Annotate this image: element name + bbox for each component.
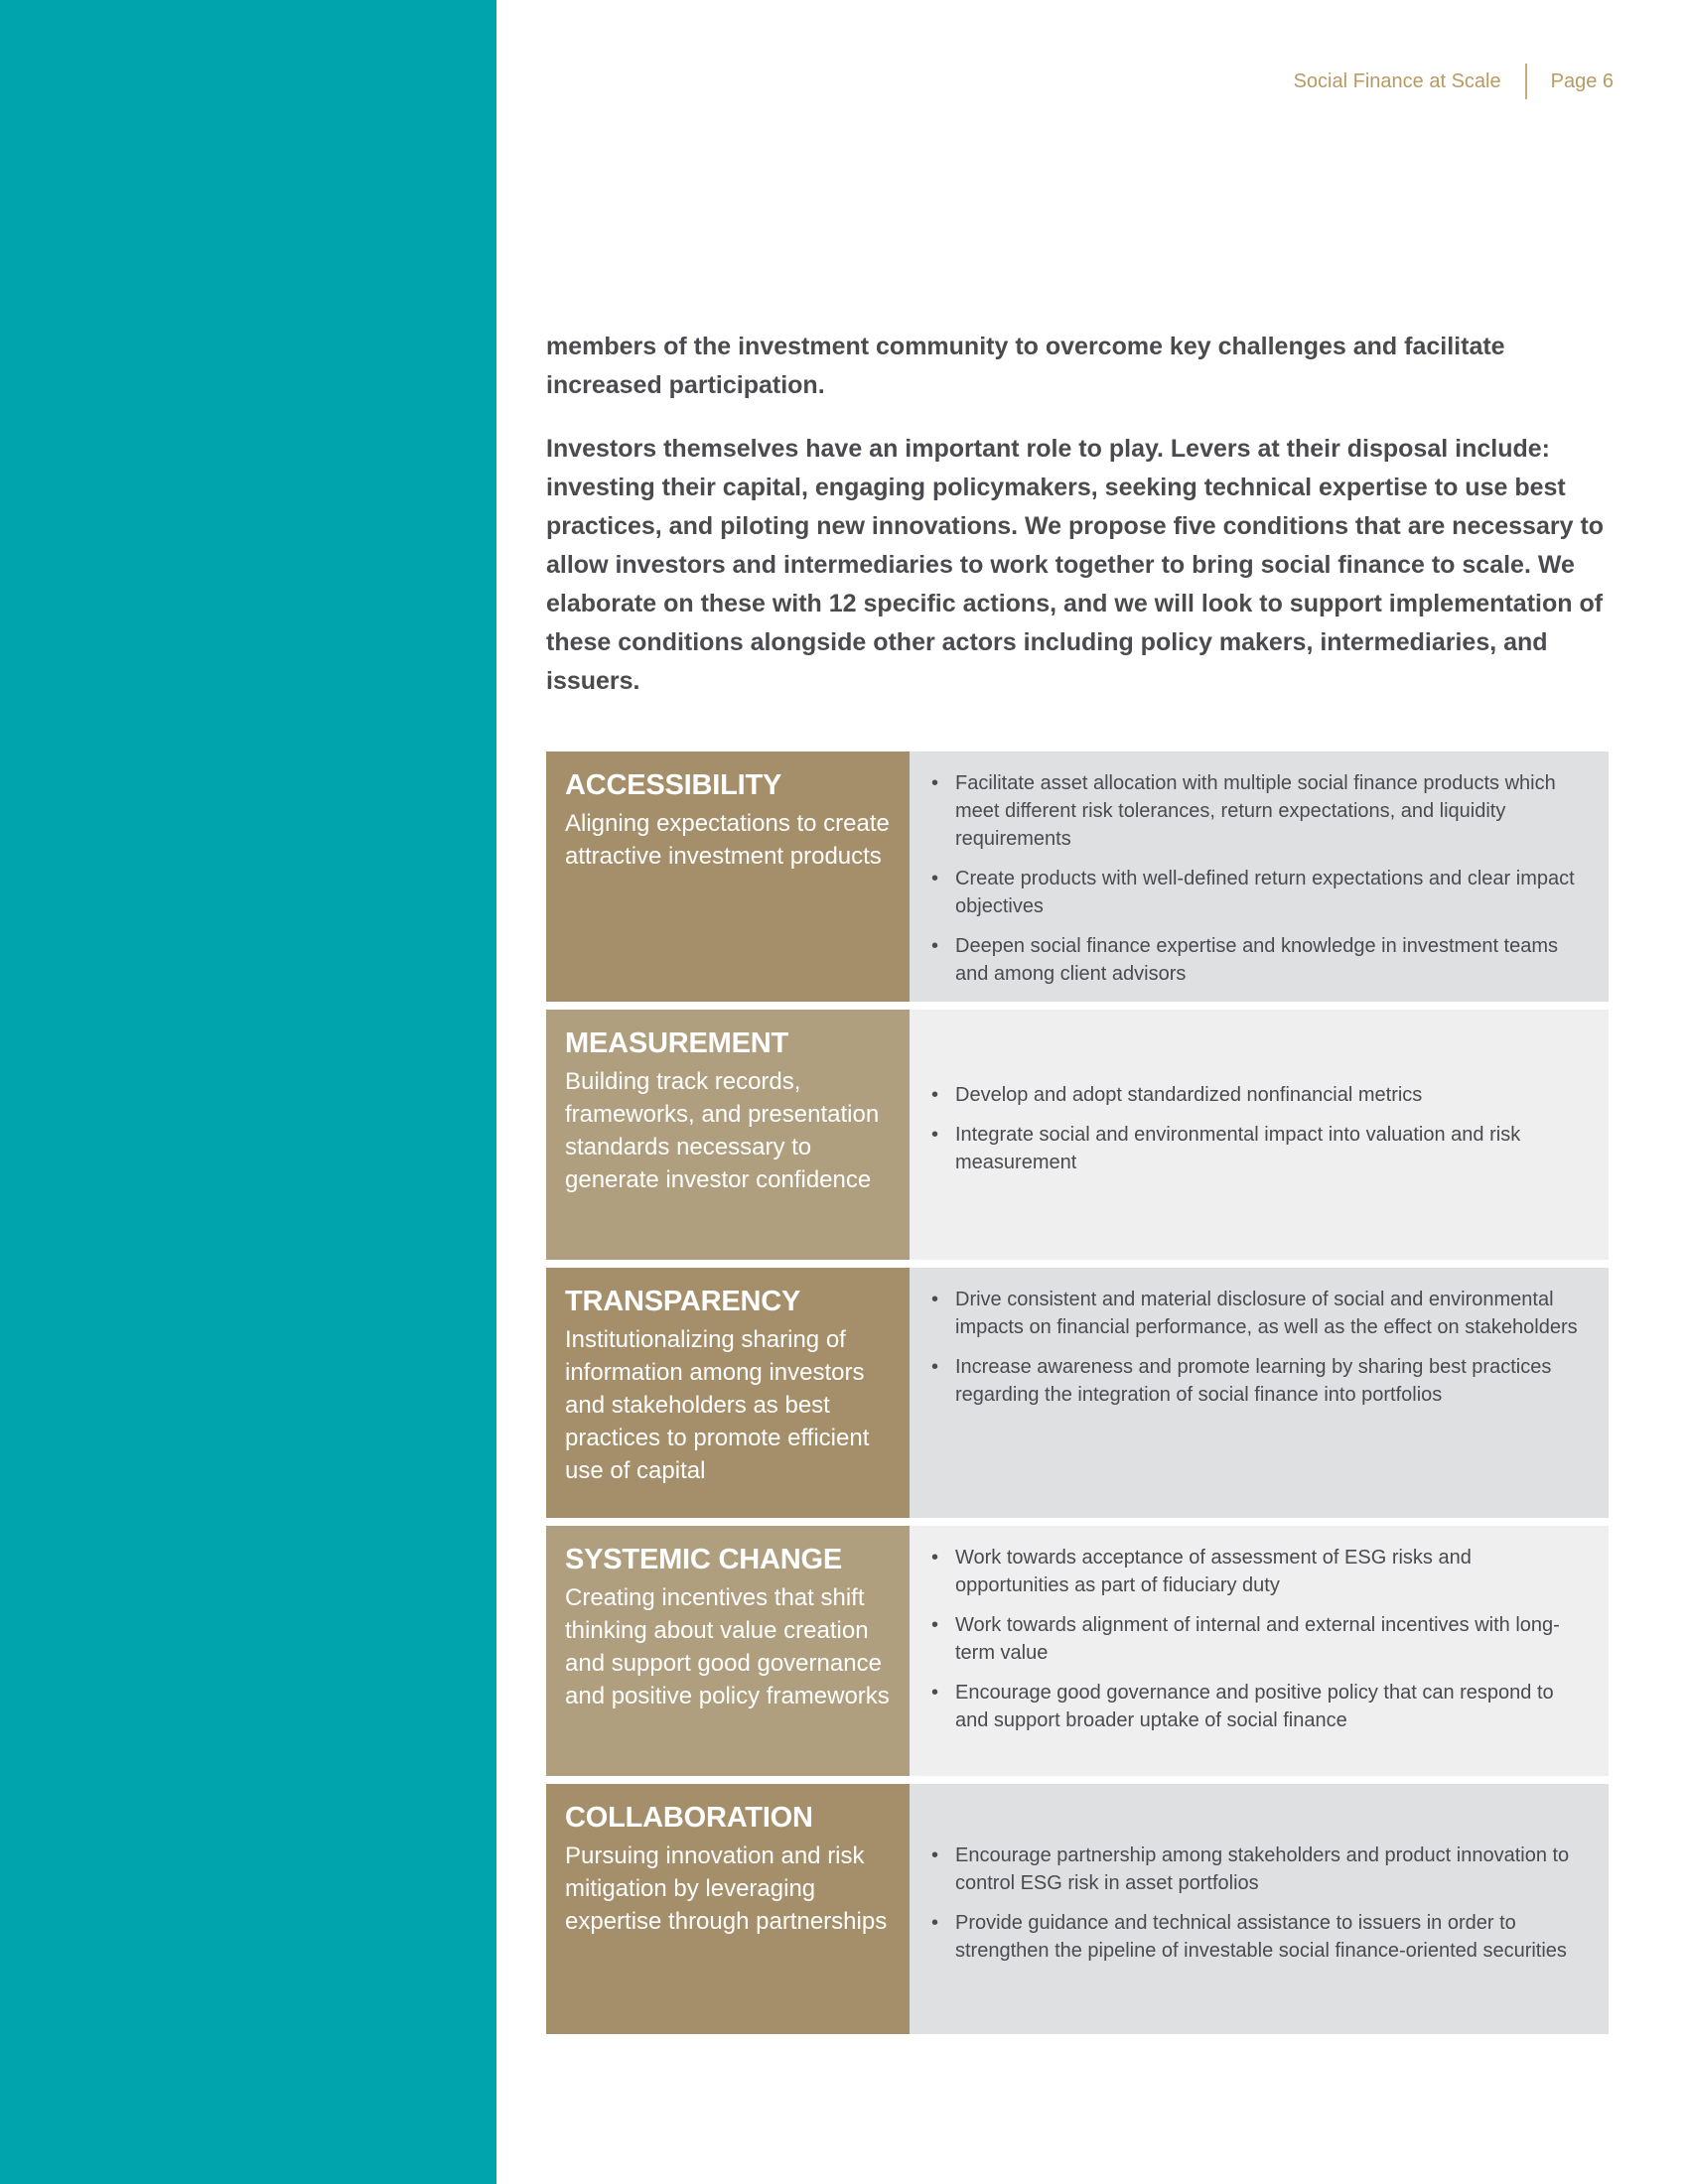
page-header [1294,64,1614,99]
action-item: • Encourage partnership among stakeholders and product innovation to control ESG risk in asset portfolios [931,1844,1570,1894]
condition-description: Aligning expectations to create attractive investment products [565,810,890,870]
condition-description: Building track records, frameworks, and presentation standards necessary to generate investor confidence [565,1068,880,1193]
condition-title: MEASUREMENT [565,1027,788,1059]
condition-row-transparency [546,1268,1609,1518]
teal-sidebar [0,0,496,2184]
condition-title: ACCESSIBILITY [565,769,782,801]
conditions-table [546,751,1609,2042]
condition-description: Institutionalizing sharing of information among investors and stakeholders as best practices to promote efficient use of capital [565,1326,870,1484]
action-item: • Integrate social and environmental impact into valuation and risk measurement [931,1124,1521,1173]
paragraph: members of the investment community to overcome key challenges and facilitate increased participation. [546,333,1505,399]
action-item: • Facilitate asset allocation with multiple social finance products which meet different risk tolerances, return expectations, and liquidity requirements [931,772,1556,850]
condition-row-collaboration [546,1784,1609,2034]
action-item: • Drive consistent and material disclosure of social and environmental impacts on financial performance, as well as the effect on stakeholders [931,1289,1578,1338]
action-item: • Work towards alignment of internal and external incentives with long-term value [931,1614,1560,1664]
action-item: • Develop and adopt standardized nonfinancial metrics [931,1084,1423,1106]
action-item: • Work towards acceptance of assessment of ESG risks and opportunities as part of fiduciary duty [931,1547,1472,1596]
condition-title: SYSTEMIC CHANGE [565,1544,842,1575]
paragraph: Investors themselves have an important role to play. Levers at their disposal include: investing their capital, engaging policymakers, seeking technical expertise to use best practices, and piloting new innovations. We propose five conditions that are necessary to allow investors and intermediaries to work together to bring social finance to scale. We elaborate on these with 12 specific actions, and we will look to support implementation of these conditions alongside other actors including policy makers, intermediaries, and issuers. [546,435,1605,695]
condition-row-measurement [546,1010,1609,1260]
action-item: • Provide guidance and technical assistance to issuers in order to strengthen the pipeline of investable social finance-oriented securities [931,1912,1567,1962]
actions-list [910,1526,1609,1776]
actions-list [910,1010,1609,1260]
document-title: Social Finance at Scale [1293,69,1501,92]
actions-list [910,1268,1609,1518]
action-item: • Increase awareness and promote learning by sharing best practices regarding the integration of social finance into portfolios [931,1356,1552,1406]
action-item: • Deepen social finance expertise and knowledge in investment teams and among client advisors [931,935,1559,985]
condition-description: Pursuing innovation and risk mitigation by leveraging expertise through partnerships [565,1843,888,1935]
condition-title: COLLABORATION [565,1802,813,1834]
condition-panel [546,751,910,1002]
condition-title: TRANSPARENCY [565,1286,801,1317]
action-item: • Encourage good governance and positive policy that can respond to and support broader uptake of social finance [931,1682,1554,1731]
action-item: • Create products with well-defined return expectations and clear impact objectives [931,868,1575,917]
condition-panel [546,1268,910,1518]
condition-row-systemic-change [546,1526,1609,1776]
condition-panel [546,1526,910,1776]
actions-list [910,751,1609,1002]
condition-panel [546,1784,910,2034]
actions-list [910,1784,1609,2034]
condition-panel [546,1010,910,1260]
page-number: Page 6 [1550,69,1614,92]
condition-description: Creating incentives that shift thinking about value creation and support good governance and positive policy frameworks [565,1584,890,1709]
body-text [546,328,1609,726]
condition-row-accessibility [546,751,1609,1002]
